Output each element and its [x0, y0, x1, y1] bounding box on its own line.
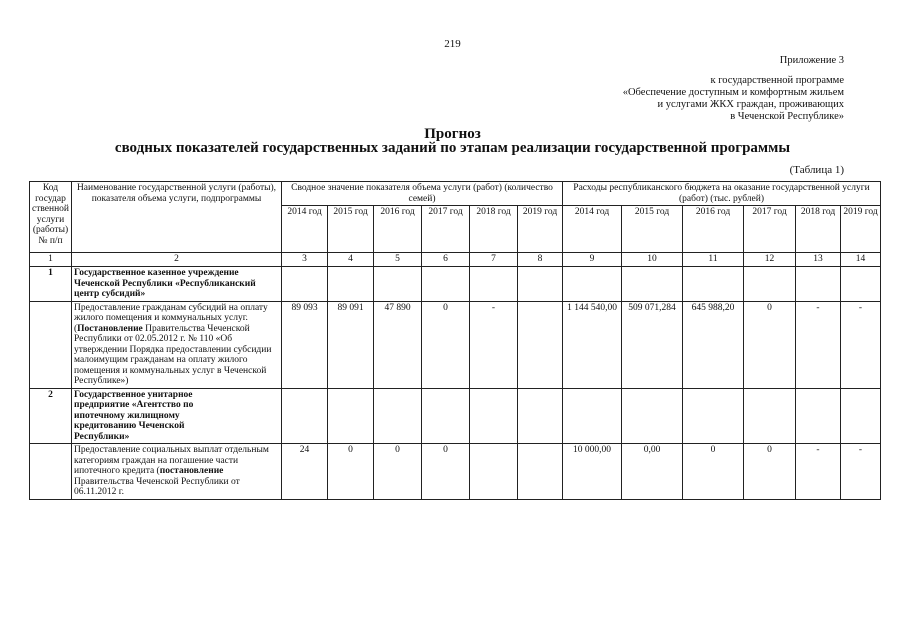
volume-value — [518, 301, 563, 388]
header-expense-year: 2017 год — [744, 206, 796, 253]
service-row — [30, 301, 881, 388]
empty-cell — [470, 267, 518, 302]
column-number: 13 — [796, 253, 841, 267]
service-text: Правительства Чеченской Республики от 02.05.2012 г. № 110 «Об утверждении Порядка предоставлении субсидии малоимущим гражданам на оплату жилого помещения и коммунальных услуг в Чеченской Республике») — [74, 323, 272, 386]
expense-value: 0,00 — [622, 444, 683, 500]
empty-cell — [374, 267, 422, 302]
appendix-line: и услугами ЖКХ граждан, проживающих — [657, 99, 844, 110]
service-text: Правительства Чеченской Республики от 06.11.2012 г. — [74, 476, 240, 497]
volume-value: 89 091 — [328, 301, 374, 388]
column-number: 9 — [563, 253, 622, 267]
expense-value: 0 — [744, 301, 796, 388]
empty-cell — [518, 267, 563, 302]
document-title-line1: Прогноз — [424, 126, 481, 142]
expense-value: - — [796, 301, 841, 388]
column-number: 7 — [470, 253, 518, 267]
volume-value: 47 890 — [374, 301, 422, 388]
empty-cell — [30, 301, 72, 388]
expense-value: 645 988,20 — [683, 301, 744, 388]
header-code: Код государ ственной услуги (работы) № п/п — [30, 182, 72, 253]
volume-value: 89 093 — [282, 301, 328, 388]
column-number: 4 — [328, 253, 374, 267]
column-number: 11 — [683, 253, 744, 267]
empty-cell — [622, 267, 683, 302]
header-name: Наименование государственной услуги (работы), показателя объема услуги, подпрограммы — [72, 182, 282, 253]
empty-cell — [563, 267, 622, 302]
expense-value: 10 000,00 — [563, 444, 622, 500]
empty-cell — [470, 388, 518, 444]
table-label: (Таблица 1) — [789, 164, 844, 176]
header-expense-year: 2016 год — [683, 206, 744, 253]
header-expense-year: 2014 год — [563, 206, 622, 253]
forecast-table — [29, 181, 881, 500]
document-title-line2: сводных показателей государственных заданий по этапам реализации государственной программы — [114, 140, 791, 156]
org-code: 1 — [30, 267, 72, 302]
header-volume-year: 2014 год — [282, 206, 328, 253]
appendix-title: Приложение 3 — [779, 55, 844, 66]
header-volume-year: 2018 год — [470, 206, 518, 253]
org-row — [30, 388, 881, 444]
empty-cell — [683, 388, 744, 444]
org-name: Государственное казенное учреждение Чеченской Республики «Республиканский центр субсидий» — [72, 267, 282, 302]
empty-cell — [374, 388, 422, 444]
column-number: 10 — [622, 253, 683, 267]
column-number: 12 — [744, 253, 796, 267]
empty-cell — [683, 267, 744, 302]
org-name: Государственное унитарное предприятие «Агентство по ипотечному жилищному кредитованию Чеченской Республики» — [72, 388, 282, 444]
empty-cell — [744, 267, 796, 302]
volume-value: 0 — [422, 444, 470, 500]
volume-value: 0 — [328, 444, 374, 500]
expense-value: - — [841, 301, 881, 388]
column-number: 2 — [72, 253, 282, 267]
header-volume-year: 2016 год — [374, 206, 422, 253]
empty-cell — [30, 444, 72, 500]
volume-value: 0 — [422, 301, 470, 388]
expense-value: - — [841, 444, 881, 500]
service-text-bold: постановление — [159, 466, 224, 476]
empty-cell — [841, 267, 881, 302]
header-row — [30, 182, 881, 206]
service-text-bold: Постановление — [77, 323, 143, 334]
empty-cell — [796, 388, 841, 444]
column-number-row — [30, 253, 881, 267]
empty-cell — [518, 388, 563, 444]
appendix-line: «Обеспечение доступным и комфортным жильем — [622, 87, 844, 98]
volume-value: 0 — [374, 444, 422, 500]
column-number: 1 — [30, 253, 72, 267]
document-title — [0, 127, 905, 155]
empty-cell — [744, 388, 796, 444]
header-volume-year: 2015 год — [328, 206, 374, 253]
volume-value: 24 — [282, 444, 328, 500]
header-volume-group: Сводное значение показателя объема услуги (работ) (количество семей) — [282, 182, 563, 206]
volume-value: - — [470, 301, 518, 388]
empty-cell — [622, 388, 683, 444]
empty-cell — [563, 388, 622, 444]
empty-cell — [422, 267, 470, 302]
expense-value: 0 — [744, 444, 796, 500]
service-text: Предоставление гражданам субсидий на оплату жилого помещения и коммунальных услуг. ( — [74, 302, 268, 334]
service-description — [72, 444, 282, 500]
expense-value: 509 071,284 — [622, 301, 683, 388]
empty-cell — [282, 388, 328, 444]
service-text: Предоставление социальных выплат отдельным категориям граждан на погашение части ипотечного кредита ( — [74, 445, 269, 476]
header-volume-year: 2019 год — [518, 206, 563, 253]
header-volume-year: 2017 год — [422, 206, 470, 253]
expense-value: 0 — [683, 444, 744, 500]
empty-cell — [422, 388, 470, 444]
expense-value: - — [796, 444, 841, 500]
column-number: 6 — [422, 253, 470, 267]
expense-value: 1 144 540,00 — [563, 301, 622, 388]
column-number: 3 — [282, 253, 328, 267]
empty-cell — [841, 388, 881, 444]
column-number: 5 — [374, 253, 422, 267]
appendix-block — [623, 55, 844, 123]
header-expense-group: Расходы республиканского бюджета на оказание государственной услуги (работ) (тыс. рублей) — [563, 182, 881, 206]
appendix-line: в Чеченской Республике» — [730, 111, 844, 122]
column-number: 14 — [841, 253, 881, 267]
page-number: 219 — [444, 38, 461, 50]
empty-cell — [328, 388, 374, 444]
volume-value — [470, 444, 518, 500]
volume-value — [518, 444, 563, 500]
service-description — [72, 301, 282, 388]
header-expense-year: 2015 год — [622, 206, 683, 253]
header-expense-year: 2018 год — [796, 206, 841, 253]
appendix-line: к государственной программе — [710, 75, 844, 86]
header-expense-year: 2019 год — [841, 206, 881, 253]
org-row — [30, 267, 881, 302]
service-row — [30, 444, 881, 500]
empty-cell — [328, 267, 374, 302]
empty-cell — [796, 267, 841, 302]
column-number: 8 — [518, 253, 563, 267]
org-code: 2 — [30, 388, 72, 444]
empty-cell — [282, 267, 328, 302]
